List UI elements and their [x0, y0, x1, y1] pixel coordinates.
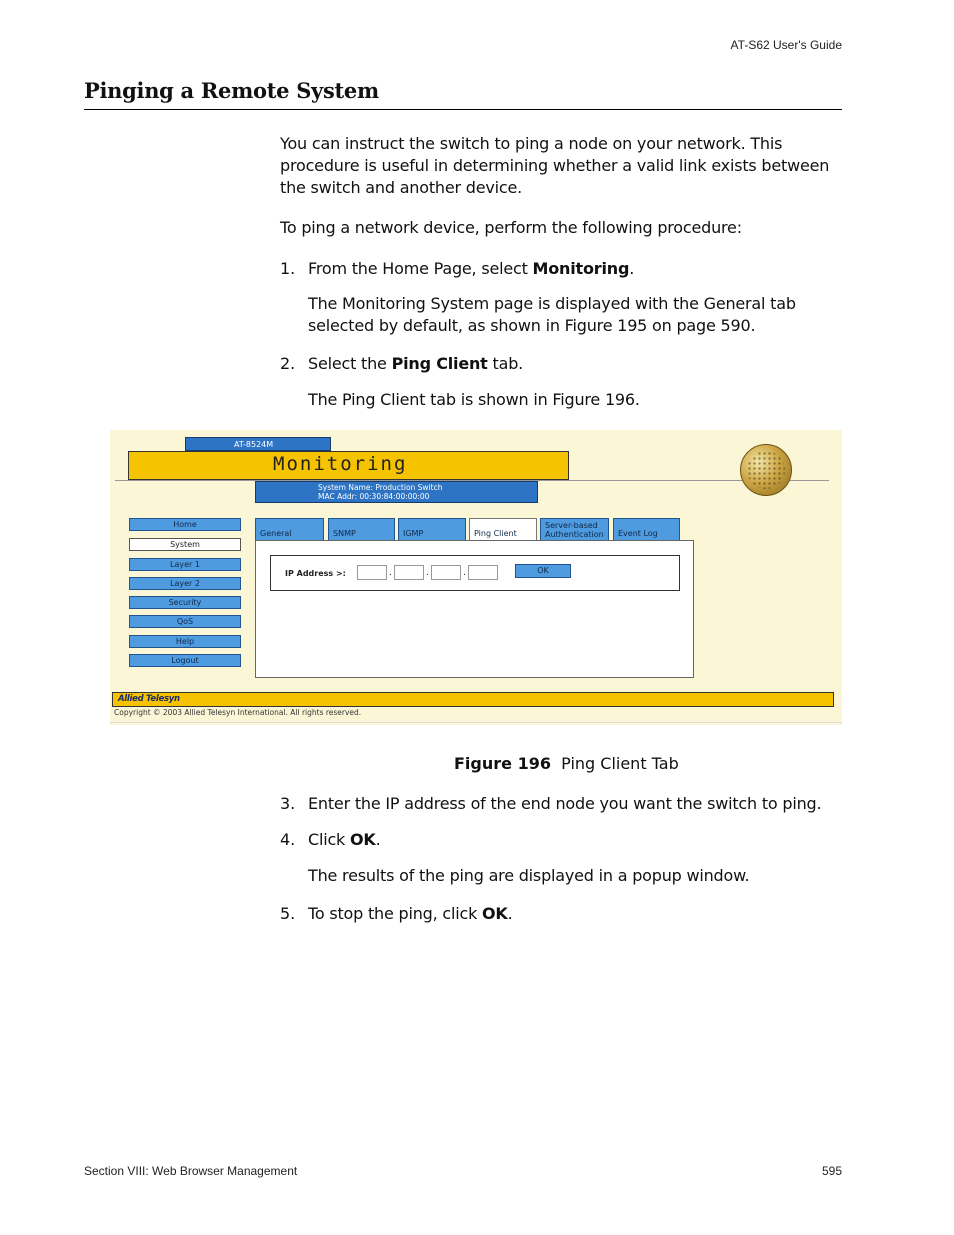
tab-event-log[interactable]: Event Log: [613, 518, 680, 540]
step-number: 2.: [280, 354, 296, 373]
tab-ping-client[interactable]: Ping Client: [469, 518, 537, 541]
step-note: The Monitoring System page is displayed with the General tab selected by default, as shown in Figure 195 on page 590.: [308, 294, 796, 335]
figure-caption: Figure 196 Ping Client Tab: [454, 754, 679, 773]
ip-separator: .: [426, 568, 429, 578]
nav-layer1-button[interactable]: Layer 1: [129, 558, 241, 571]
step-number: 4.: [280, 830, 296, 849]
system-info-bar: [255, 481, 538, 503]
title-rule: [84, 109, 842, 110]
footer-bar: [112, 692, 834, 707]
step-text: Select the Ping Client tab.: [308, 354, 524, 373]
step-note: The Ping Client tab is shown in Figure 196.: [308, 390, 640, 409]
nav-qos-button[interactable]: QoS: [129, 615, 241, 628]
monitoring-banner: [128, 451, 569, 480]
step-text: Click OK.: [308, 830, 381, 849]
tab-server-based-authentication[interactable]: Server-based Authentication: [540, 518, 609, 540]
section-title: Pinging a Remote System: [84, 78, 379, 103]
ip-separator: .: [463, 568, 466, 578]
ip-address-label: IP Address >:: [285, 569, 346, 578]
ip-octet-2-input[interactable]: [394, 565, 424, 580]
nav-layer2-button[interactable]: Layer 2: [129, 577, 241, 590]
allied-telesyn-logo: Allied Telesyn: [118, 694, 180, 704]
ping-client-panel: [255, 540, 694, 678]
running-header: AT-S62 User's Guide: [730, 38, 842, 52]
nav-system-button[interactable]: System: [129, 538, 241, 551]
step-text: To stop the ping, click OK.: [308, 904, 513, 923]
copyright-text: Copyright © 2003 Allied Telesyn International. All rights reserved.: [114, 708, 362, 717]
intro-paragraph: You can instruct the switch to ping a node on your network. This procedure is useful in determining whether a valid link exists between the switch and another device.: [280, 134, 830, 197]
step-number: 3.: [280, 794, 296, 813]
model-tab: AT-8524M: [185, 437, 331, 451]
nav-home-button[interactable]: Home: [129, 518, 241, 531]
step-text: Enter the IP address of the end node you want the switch to ping.: [308, 794, 822, 813]
nav-security-button[interactable]: Security: [129, 596, 241, 609]
tab-general[interactable]: General: [255, 518, 324, 540]
nav-logout-button[interactable]: Logout: [129, 654, 241, 667]
mac-address: MAC Addr: 00:30:84:00:00:00: [318, 492, 430, 501]
globe-logo-icon: [740, 444, 792, 496]
step-number: 5.: [280, 904, 296, 923]
system-name: System Name: Production Switch: [318, 483, 443, 492]
ip-octet-4-input[interactable]: [468, 565, 498, 580]
ok-button[interactable]: OK: [515, 564, 571, 578]
step-text: From the Home Page, select Monitoring.: [308, 259, 635, 278]
procedure-intro: To ping a network device, perform the following procedure:: [280, 218, 742, 237]
ip-octet-1-input[interactable]: [357, 565, 387, 580]
divider: [110, 722, 842, 723]
step-number: 1.: [280, 259, 296, 278]
banner-title: Monitoring: [273, 453, 408, 475]
ping-form: [270, 555, 680, 591]
footer-section: Section VIII: Web Browser Management: [84, 1164, 298, 1178]
figure-screenshot: [110, 430, 842, 725]
tab-snmp[interactable]: SNMP: [328, 518, 395, 540]
page-number: 595: [821, 1164, 842, 1178]
ip-separator: .: [389, 568, 392, 578]
ip-octet-3-input[interactable]: [431, 565, 461, 580]
nav-help-button[interactable]: Help: [129, 635, 241, 648]
step-note: The results of the ping are displayed in a popup window.: [308, 866, 750, 885]
tab-igmp[interactable]: IGMP: [398, 518, 466, 540]
